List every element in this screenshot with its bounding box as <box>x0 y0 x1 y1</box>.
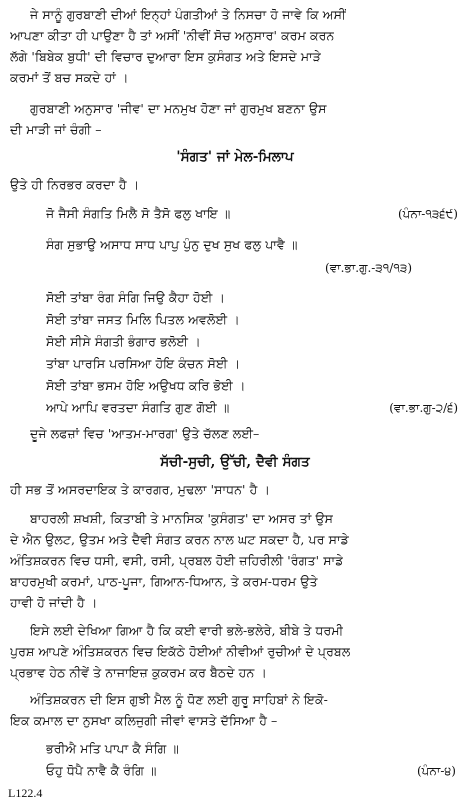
quote1-text: ਜੋ ਜੈਸੀ ਸੰਗਤਿ ਮਿਲੈ ਸੋ ਤੈਸੋ ਫਲੁ ਖਾਇ ॥ <box>46 206 231 221</box>
line-after-heading1: ਉਤੇ ਹੀ ਨਿਰਭਰ ਕਰਦਾ ਹੈ । <box>10 177 140 192</box>
paragraph2-line-1: ਗੁਰਬਾਣੀ ਅਨੁਸਾਰ 'ਜੀਵ' ਦਾ ਮਨਮੁਖ ਹੋਣਾ ਜਾਂ ਗੁਰਮੁਖ ਬਣਨਾ ਉਸ <box>30 101 327 116</box>
paragraph3-line-3: ਅੰਤਿਸ਼ਕਰਨ ਵਿਚ ਧਸੀ, ਵਸੀ, ਰਸੀ, ਪ੍ਰਬਲ ਹੋਈ ਜ਼ਹਿਰੀਲੀ 'ਰੰਗਤ' ਸਾਡੇ <box>10 553 344 568</box>
paragraph5-line-2: ਇਕ ਕਮਾਲ ਦਾ ਨੁਸਖਾ ਕਲਿਜੁਗੀ ਜੀਵਾਂ ਵਾਸਤੇ ਦੱਸਿਆ ਹੈ – <box>10 713 278 728</box>
quote1-reference: (ਪੰਨਾ-੧੩੬੯) <box>397 207 458 221</box>
verse-line-1: ਸੋਈ ਤਾਂਬਾ ਰੰਗ ਸੰਗਿ ਜਿਉ ਕੈਹਾ ਹੋਈ । <box>46 290 226 305</box>
verses-reference: (ਵਾ.ਭਾ.ਗੁ-੨/੬) <box>389 401 458 415</box>
verse-line-5: ਸੋਈ ਤਾਂਬਾ ਭਸਮ ਹੋਇ ਅਉਖਧ ਕਰਿ ਭੋਈ । <box>46 378 246 393</box>
paragraph3-line-2: ਦੇ ਐਨ ਉਲਟ, ਉਤਮ ਅਤੇ ਦੈਵੀ ਸੰਗਤ ਕਰਨ ਨਾਲ ਘਟ ਸਕਦਾ ਹੈ, ਪਰ ਸਾਡੇ <box>10 532 349 547</box>
verse-line-3: ਸੋਈ ਸੀਸੇ ਸੰਗਤੀ ਭੰਗਾਰ ਭਲੋਈ । <box>46 334 201 349</box>
paragraph3-line-4: ਬਾਹਰਮੁਖੀ ਕਰਮਾਂ, ਪਾਠ-ਪੂਜਾ, ਗਿਆਨ-ਧਿਆਨ, ਤੇ ਕਰਮ-ਧਰਮ ਉਤੇ <box>10 574 318 589</box>
paragraph2-line-2: ਦੀ ਮਾੜੀ ਜਾਂ ਚੰਗੀ – <box>10 122 102 137</box>
paragraph5-line-1: ਅੰਤਿਸ਼ਕਰਨ ਦੀ ਇਸ ਗੁਝੀ ਮੈਲ ਨੂੰ ਧੋਣ ਲਈ ਗੁਰੂ ਸਾਹਿਬਾਂ ਨੇ ਇਕੋ- <box>30 692 328 707</box>
paragraph4-line-2: ਪੁਰਸ਼ ਆਪਣੇ ਅੰਤਿਸ਼ਕਰਨ ਵਿਚ ਇਕੱਠੇ ਹੋਈਆਂ ਨੀਵੀਆਂ ਰੁਚੀਆਂ ਦੇ ਪ੍ਰਬਲ <box>10 644 351 659</box>
final-quote-line-1: ਭਰੀਐ ਮਤਿ ਪਾਪਾ ਕੈ ਸੰਗਿ ॥ <box>46 741 179 756</box>
quote2-reference: (ਵਾ.ਭਾ.ਗੁ.-੩੧/੧੩) <box>325 261 412 275</box>
line-after-heading2: ਹੀ ਸਭ ਤੋਂ ਅਸਰਦਾਇਕ ਤੇ ਕਾਰਗਰ, ਮੁਢਲਾ 'ਸਾਧਨ' ਹੈ । <box>10 482 270 497</box>
paragraph4-line-3: ਪ੍ਰਭਾਵ ਹੇਠ ਨੀਵੇਂ ਤੇ ਨਾਜਾਇਜ਼ ਕੁਕਰਮ ਕਰ ਬੈਠਦੇ ਹਨ । <box>10 665 267 680</box>
verse-line-6: ਆਪੇ ਆਪਿ ਵਰਤਦਾ ਸੰਗਤਿ ਗੁਣ ਗੋਈ ॥ <box>46 400 230 415</box>
verse-line-4: ਤਾਂਬਾ ਪਾਰਸਿ ਪਰਸਿਆ ਹੋਇ ਕੰਚਨ ਸੋਈ । <box>46 356 241 371</box>
paragraph1-line-4: ਕਰਮਾਂ ਤੋਂ ਬਚ ਸਕਦੇ ਹਾਂ । <box>10 70 129 85</box>
paragraph3-line-1: ਬਾਹਰਲੀ ਸ਼ਖਸ਼ੀ, ਕਿਤਾਬੀ ਤੇ ਮਾਨਸਿਕ 'ਕੁਸੰਗਤ' ਦਾ ਅਸਰ ਤਾਂ ਉਸ <box>30 511 334 526</box>
quote2-text: ਸੰਗ ਸੁਭਾਉ ਅਸਾਧ ਸਾਧ ਪਾਪੁ ਪੁੰਨੁ ਦੁਖ ਸੁਖ ਫਲੁ ਪਾਵੈ ॥ <box>46 237 298 252</box>
heading-true-sangat: ਸੱਚੀ-ਸੁਚੀ, ਉੱਚੀ, ਦੈਵੀ ਸੰਗਤ <box>160 454 310 470</box>
final-quote-line-2: ਓਹੁ ਧੋਪੈ ਨਾਵੈ ਕੈ ਰੰਗਿ ॥ <box>46 763 157 778</box>
paragraph1-line-3: ਲੱਗੇ 'ਬਿਬੇਕ ਬੁਧੀ' ਦੀ ਵਿਚਾਰ ਦੁਆਰਾ ਇਸ ਕੁਸੰਗਤ ਅਤੇ ਇਸਦੇ ਮਾੜੇ <box>10 49 321 64</box>
paragraph1-line-1: ਜੇ ਸਾਨੂੰ ਗੁਰਬਾਣੀ ਦੀਆਂ ਇਨ੍ਹਾਂ ਪੰਗਤੀਆਂ ਤੇ ਨਿਸਚਾ ਹੋ ਜਾਵੇ ਕਿ ਅਸੀਂ <box>30 7 346 22</box>
paragraph1-line-2: ਆਪਣਾ ਕੀਤਾ ਹੀ ਪਾਉਣਾ ਹੈ ਤਾਂ ਅਸੀਂ 'ਨੀਵੀਂ ਸੋਚ ਅਨੁਸਾਰ' ਕਰਮ ਕਰਨ <box>10 28 335 43</box>
footer-code: L122.4 <box>8 786 43 800</box>
paragraph3-line-5: ਹਾਵੀ ਹੋ ਜਾਂਦੀ ਹੈ । <box>10 595 98 610</box>
line-second-path: ਦੂਜੇ ਲਫਜ਼ਾਂ ਵਿਚ 'ਆਤਮ-ਮਾਰਗ' ਉਤੇ ਚੱਲਣ ਲਈ– <box>30 426 260 441</box>
verse-line-2: ਸੋਈ ਤਾਂਬਾ ਜਸਤ ਮਿਲਿ ਪਿਤਲ ਅਵਲੋਈ । <box>46 312 240 327</box>
final-quote-reference: (ਪੰਨਾ-੪) <box>416 764 456 778</box>
heading-sangat: 'ਸੰਗਤ' ਜਾਂ ਮੇਲ-ਮਿਲਾਪ <box>176 149 294 165</box>
paragraph4-line-1: ਇਸੇ ਲਈ ਦੇਖਿਆ ਗਿਆ ਹੈ ਕਿ ਕਈ ਵਾਰੀ ਭਲੇ-ਭਲੇਰੇ, ਬੀਬੇ ਤੇ ਧਰਮੀ <box>30 623 344 638</box>
